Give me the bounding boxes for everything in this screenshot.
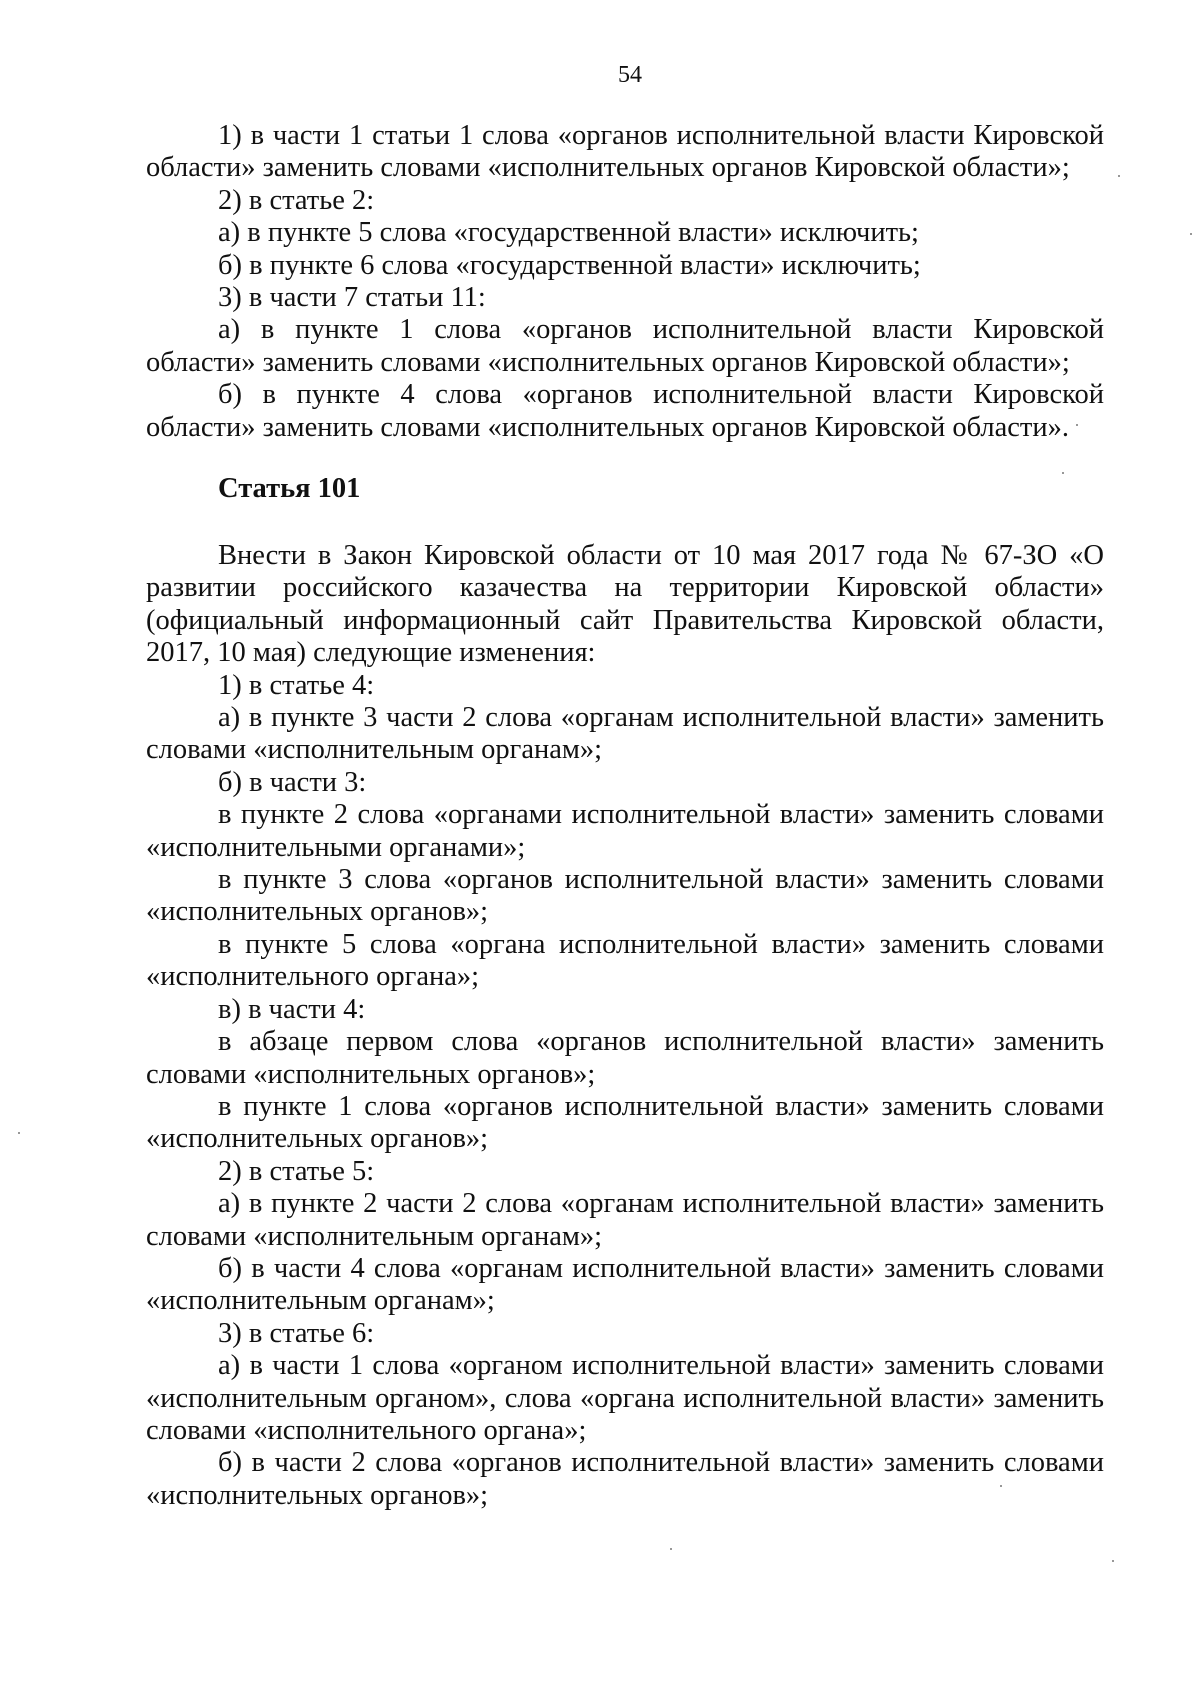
scan-speck (1062, 472, 1064, 474)
paragraph: в пункте 5 слова «органа исполнительной власти» заменить словами «исполнительного органа»; (146, 928, 1104, 993)
paragraph: а) в пункте 1 слова «органов исполнительной власти Кировской области» заменить словами «исполнительных органов Кировской области»; (146, 314, 1104, 378)
scan-speck (670, 1548, 672, 1550)
paragraph: 1) в статье 4: (218, 669, 375, 701)
scan-speck (1076, 424, 1078, 426)
page-number: 54 (618, 62, 642, 88)
paragraph: 2) в статье 5: (218, 1155, 375, 1187)
paragraph: а) в части 1 слова «органом исполнительной власти» заменить словами «исполнительным органом», слова «органа исполнительной власти» заменить словами «исполнительного органа»; (146, 1350, 1104, 1446)
scan-speck (18, 1132, 20, 1134)
paragraph: 3) в статье 6: (218, 1317, 375, 1349)
amendments-block-2 (146, 540, 1104, 1512)
paragraph: в пункте 3 слова «органов исполнительной власти» заменить словами «исполнительных органов»; (146, 864, 1104, 928)
paragraph: в пункте 2 слова «органами исполнительной власти» заменить словами «исполнительными органами»; (146, 799, 1104, 863)
paragraph: б) в части 4 слова «органам исполнительной власти» заменить словами «исполнительным органам»; (146, 1252, 1104, 1317)
scan-speck (1190, 233, 1192, 235)
paragraph: 3) в части 7 статьи 11: (218, 282, 486, 314)
paragraph: 2) в статье 2: (218, 184, 375, 216)
scan-speck (1118, 175, 1120, 177)
scan-speck (1000, 1485, 1002, 1487)
amendments-block-1 (146, 120, 1104, 444)
paragraph: б) в части 2 слова «органов исполнительной власти» заменить словами «исполнительных органов»; (146, 1447, 1104, 1511)
paragraph: б) в пункте 6 слова «государственной власти» исключить; (218, 249, 921, 281)
article-heading: Статья 101 (218, 473, 361, 504)
paragraph: 1) в части 1 статьи 1 слова «органов исполнительной власти Кировской области» заменить словами «исполнительных органов Кировской области»; (146, 120, 1104, 184)
paragraph: Внести в Закон Кировской области от 10 мая 2017 года № 67-ЗО «О развитии российского казачества на территории Кировской области» (официальный информационный сайт Правительства Кировской области, 2017, 10 мая) следующие изменения: (146, 540, 1104, 669)
paragraph: а) в пункте 2 части 2 слова «органам исполнительной власти» заменить словами «исполнительным органам»; (146, 1188, 1104, 1252)
paragraph: а) в пункте 5 слова «государственной власти» исключить; (218, 217, 919, 249)
paragraph: б) в части 3: (218, 766, 367, 798)
paragraph: а) в пункте 3 части 2 слова «органам исполнительной власти» заменить словами «исполнительным органам»; (146, 702, 1104, 766)
scan-speck (1112, 1560, 1114, 1562)
paragraph: б) в пункте 4 слова «органов исполнительной власти Кировской области» заменить словами «исполнительных органов Кировской области». (146, 379, 1104, 443)
paragraph: в) в части 4: (218, 993, 366, 1025)
paragraph: в абзаце первом слова «органов исполнительной власти» заменить словами «исполнительных органов»; (146, 1026, 1104, 1090)
paragraph: в пункте 1 слова «органов исполнительной власти» заменить словами «исполнительных органов»; (146, 1090, 1104, 1155)
